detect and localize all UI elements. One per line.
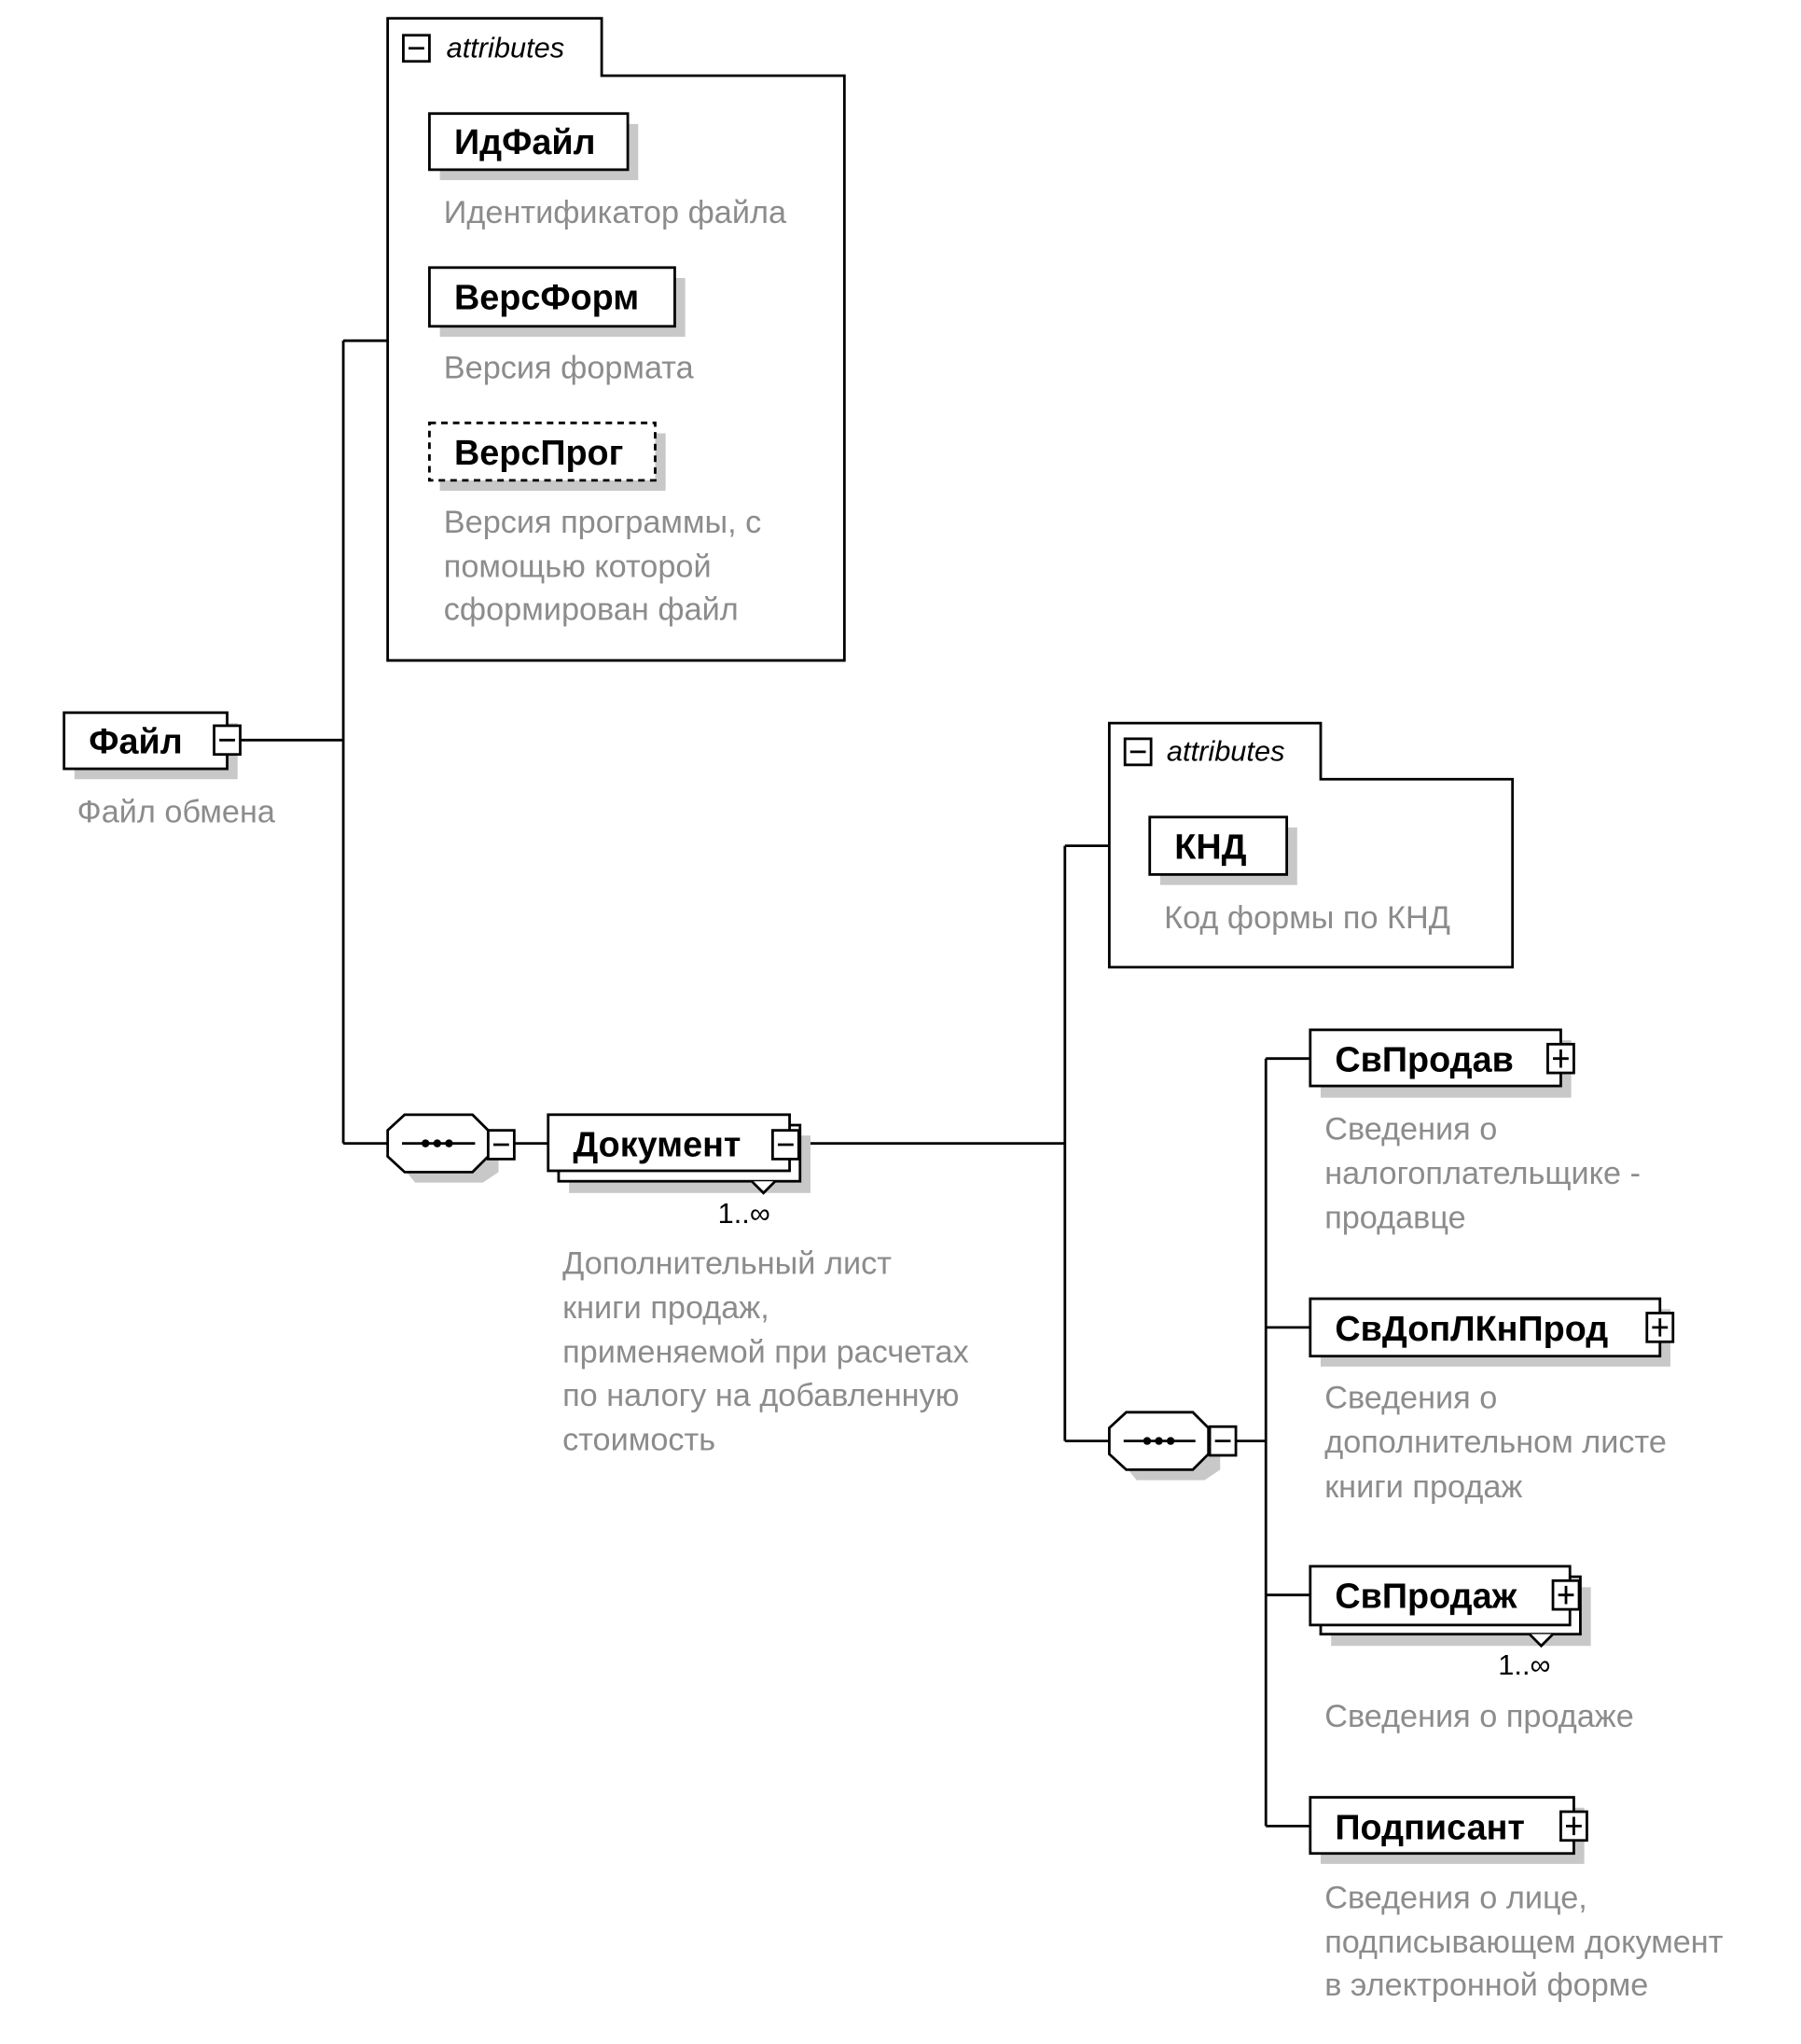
element-podpisant[interactable] [1310, 1798, 1587, 1864]
element-desc: Сведения о [1324, 1380, 1498, 1416]
attribute-desc: Идентификатор файла [443, 195, 787, 231]
svg-text:КНД: КНД [1174, 827, 1247, 868]
element-desc: подписывающем документ [1324, 1925, 1724, 1961]
element-file[interactable] [64, 713, 241, 779]
element-desc: Сведения о лице, [1324, 1880, 1587, 1916]
document-attributes-group [1109, 723, 1512, 967]
svg-text:ИдФайл: ИдФайл [454, 123, 596, 163]
attribute-desc: помощью которой [443, 549, 712, 585]
svg-text:СвПродаж: СвПродаж [1335, 1577, 1517, 1617]
svg-text:Подписант: Подписант [1335, 1808, 1525, 1848]
element-desc: книги продаж, [562, 1290, 769, 1327]
attribute-desc: Код формы по КНД [1164, 899, 1450, 936]
collapse-icon[interactable] [772, 1131, 798, 1160]
attribute-versform[interactable] [429, 268, 685, 337]
attribute-idfile[interactable] [429, 114, 638, 180]
element-svprodav[interactable] [1310, 1030, 1574, 1098]
attributes-label: attributes [446, 31, 565, 64]
svg-text:ВерсФорм: ВерсФорм [454, 278, 640, 318]
element-desc: дополнительном листе [1324, 1425, 1667, 1461]
element-desc: стоимость [562, 1422, 716, 1458]
attribute-versprog[interactable] [429, 423, 665, 491]
occurrence-label: 1..∞ [1498, 1648, 1551, 1682]
expand-icon[interactable] [1647, 1314, 1673, 1342]
collapse-icon[interactable] [215, 726, 241, 755]
expand-icon[interactable] [1560, 1812, 1586, 1841]
element-svdoplknprod[interactable] [1310, 1299, 1673, 1367]
collapse-attributes-icon[interactable] [403, 35, 429, 62]
attributes-label: attributes [1166, 734, 1285, 768]
element-desc: по налогу на добавленную [562, 1377, 960, 1413]
collapse-attributes-icon[interactable] [1125, 739, 1151, 765]
collapse-icon[interactable] [488, 1131, 514, 1160]
sequence-compositor[interactable] [1109, 1412, 1236, 1481]
element-document[interactable] [548, 1115, 810, 1193]
collapse-icon[interactable] [1210, 1426, 1236, 1455]
attribute-desc: Версия формата [443, 350, 694, 386]
attribute-desc: сформирован файл [443, 591, 739, 628]
element-desc: книги продаж [1324, 1468, 1523, 1505]
svg-text:ВерсПрог: ВерсПрог [454, 434, 624, 474]
svg-text:Файл: Файл [89, 722, 183, 762]
element-desc: продавце [1324, 1200, 1466, 1236]
element-desc: применяемой при расчетах [562, 1334, 969, 1370]
attribute-knd[interactable] [1150, 817, 1297, 885]
occurrence-label: 1..∞ [717, 1196, 770, 1230]
element-desc: Сведения о продаже [1324, 1699, 1634, 1735]
root-attributes-group [388, 19, 845, 660]
element-desc: Дополнительный лист [562, 1245, 892, 1282]
element-desc: в электронной форме [1324, 1968, 1649, 2004]
expand-icon[interactable] [1553, 1580, 1579, 1609]
svg-text:СвДопЛКнПрод: СвДопЛКнПрод [1335, 1309, 1609, 1349]
element-desc: Файл обмена [76, 794, 275, 830]
svg-text:СвПродав: СвПродав [1335, 1040, 1514, 1080]
element-svprodazh[interactable] [1310, 1566, 1591, 1646]
svg-text:Документ: Документ [573, 1125, 741, 1165]
element-desc: Сведения о [1324, 1111, 1498, 1147]
element-desc: налогоплательщике - [1324, 1155, 1642, 1191]
attribute-desc: Версия программы, с [443, 504, 762, 540]
expand-icon[interactable] [1547, 1044, 1573, 1073]
sequence-compositor[interactable] [388, 1115, 515, 1183]
